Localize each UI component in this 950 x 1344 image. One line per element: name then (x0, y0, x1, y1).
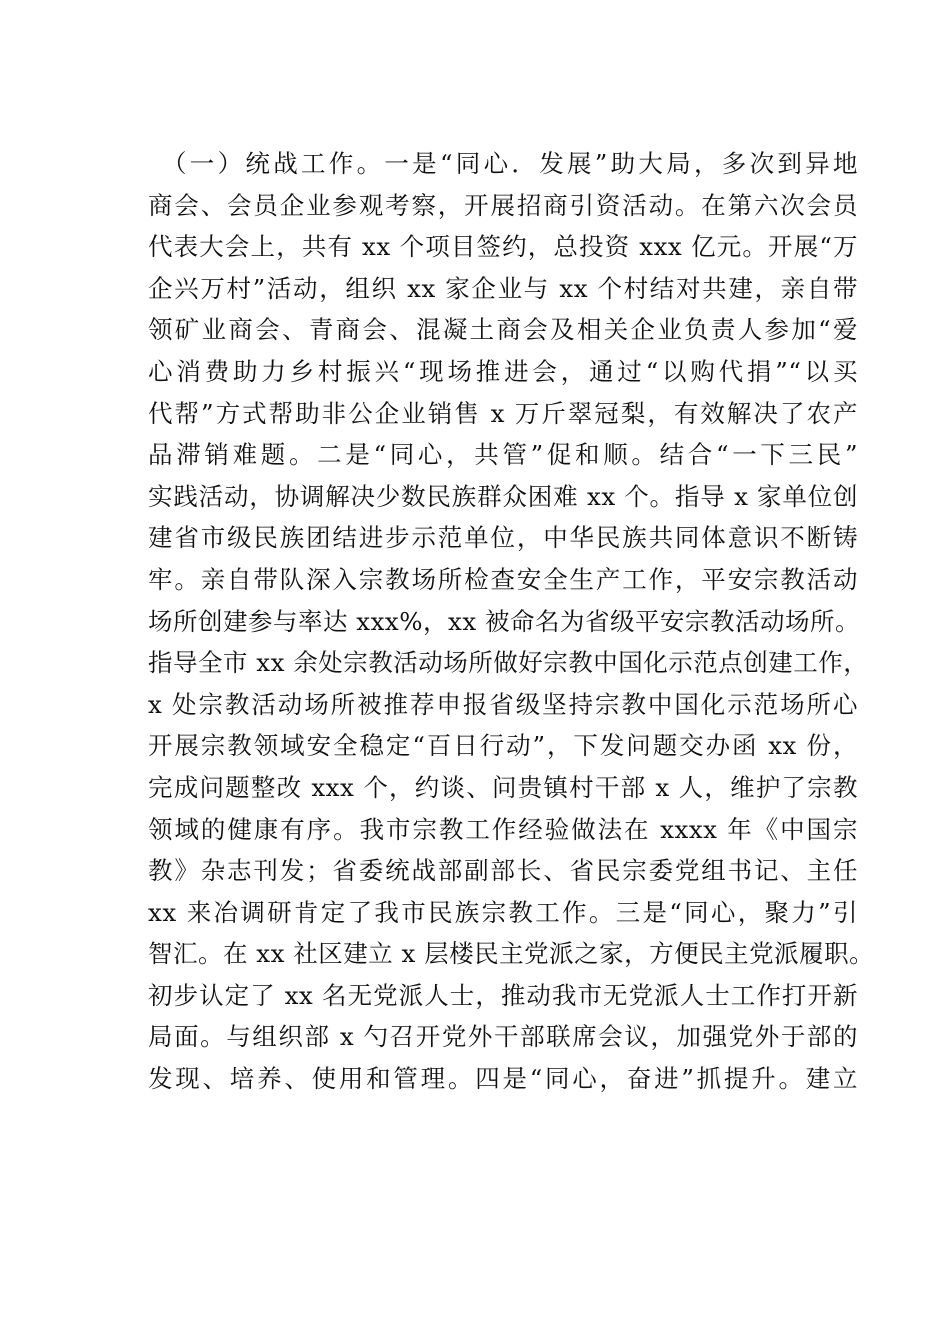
paragraph-line-14: x 处宗教活动场所被推荐申报省级坚持宗教中国化示范场所心 (148, 689, 858, 719)
paragraph-line-22: 局面。与组织部 x 勺召开党外干部联席会议，加强党外于部的 (148, 1022, 858, 1052)
paragraph-line-16: 完成问题整改 xxx 个，约谈、问贵镇村干部 x 人，维护了宗教 (148, 772, 858, 802)
paragraph-line-20: 智汇。在 xx 社区建立 x 层楼民主党派之家，方便民主党派履职。 (148, 939, 875, 969)
paragraph-line-7: 代帮”方式帮助非公企业销售 x 万斤翠冠梨，有效解决了农产 (148, 398, 858, 428)
paragraph-line-4: 企兴万村”活动，组织 xx 家企业与 xx 个村结对共建，亲自带 (148, 273, 858, 303)
paragraph-line-10: 建省市级民族团结进步示范单位，中华民族共同体意识不断铸 (148, 523, 858, 553)
paragraph-line-12: 场所创建参与率达 xxx%，xx 被命名为省级平安宗教活动场所。 (148, 606, 860, 636)
paragraph-line-2: 商会、会员企业参观考察，开展招商引资活动。在第六次会员 (148, 190, 858, 220)
paragraph-line-5: 领矿业商会、青商会、混凝土商会及相关企业负责人参加“爱 (148, 315, 858, 345)
paragraph-line-19: xx 来冶调研肯定了我市民族宗教工作。三是“同心，聚力”引 (148, 897, 858, 927)
paragraph-line-21: 初步认定了 xx 名无党派人士，推动我市无党派人士工作打开新 (148, 980, 858, 1010)
paragraph-line-17: 领域的健康有序。我市宗教工作经验做法在 xxxx 年《中国宗 (148, 814, 858, 844)
paragraph-line-11: 牢。亲自带队深入宗教场所检查安全生产工作，平安宗教活动 (148, 564, 858, 594)
body-paragraph (148, 143, 875, 1100)
paragraph-line-8: 品滞销难题。二是“同心，共管”促和顺。结合“一下三民” (148, 440, 858, 470)
paragraph-line-1: （一）统战工作。一是“同心．发展”助大局，多次到异地 (162, 149, 858, 178)
paragraph-line-3: 代表大会上，共有 xx 个项目签约，总投资 xxx 亿元。开展“万 (148, 232, 858, 262)
paragraph-line-15: 开展宗教领域安全稳定“百日行动”，下发问题交办函 xx 份， (148, 731, 858, 761)
paragraph-line-6: 心消费助力乡村振兴“现场推进会，通过“以购代捐”“以买 (148, 356, 858, 386)
paragraph-line-13: 指导全市 xx 余处宗教活动场所做好宗教中国化示范点创建工作， (148, 648, 869, 678)
paragraph-line-9: 实践活动，协调解决少数民族群众困难 xx 个。指导 x 家单位创 (148, 481, 858, 511)
paragraph-line-18: 教》杂志刊发；省委统战部副部长、省民宗委党组书记、主任 (148, 856, 858, 886)
paragraph-line-23: 发现、培养、使用和管理。四是“同心，奋进”抓提升。建立 (148, 1064, 858, 1094)
